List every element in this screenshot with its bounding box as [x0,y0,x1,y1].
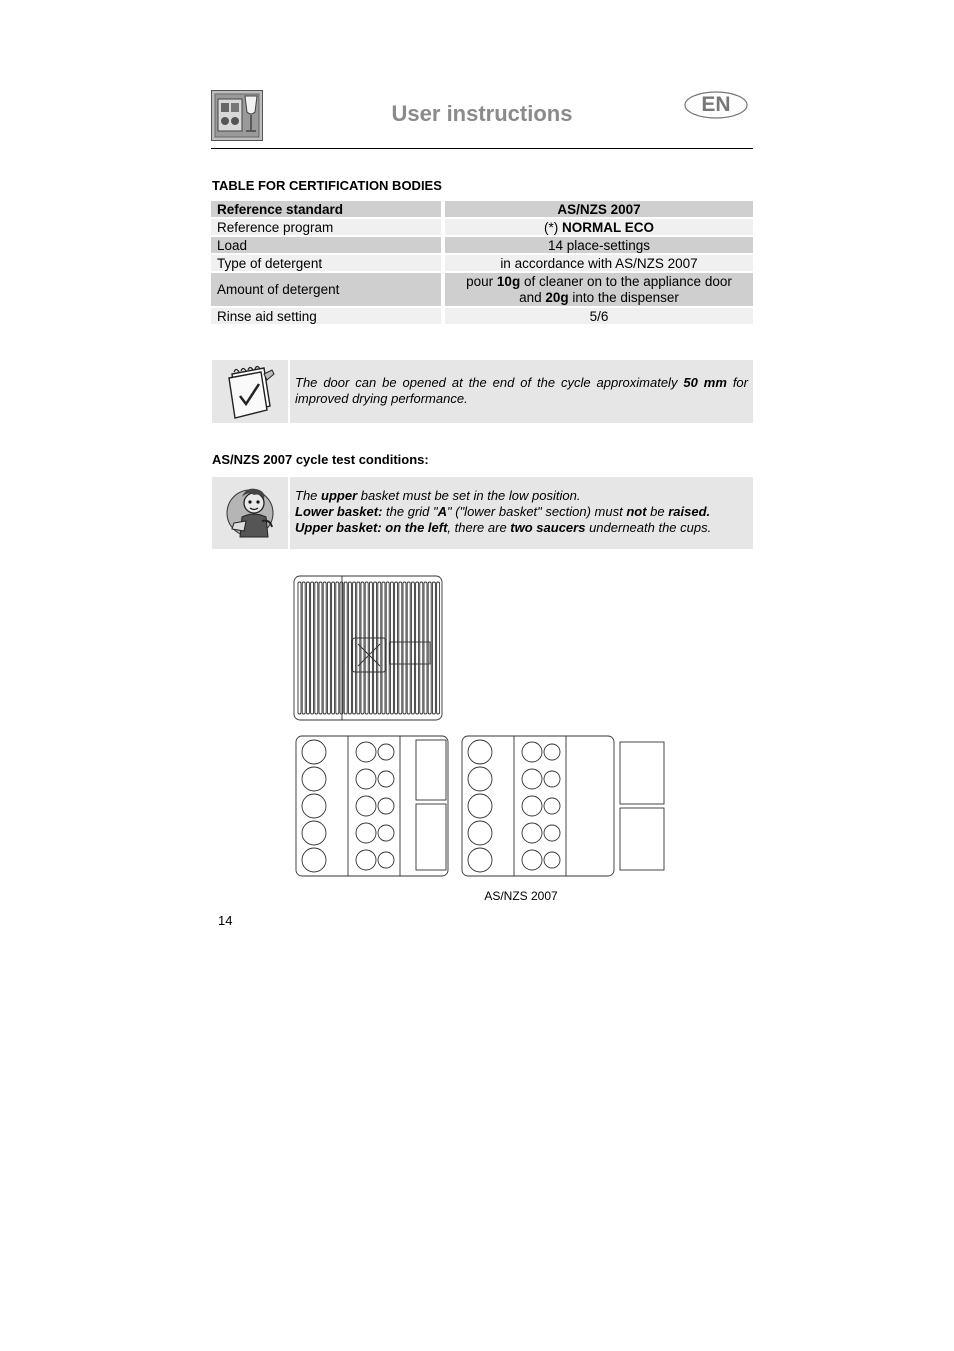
row-label: Type of detergent [211,255,441,271]
row-label: Rinse aid setting [211,308,441,324]
table-row [211,308,753,324]
language-badge [684,91,748,119]
note-icon-box [212,477,290,549]
table-row [211,255,753,271]
notepad-check-icon [212,360,288,423]
row-label: Reference standard [211,201,441,217]
character-mascot-icon [212,477,288,549]
figure-caption: AS/NZS 2007 [484,889,558,903]
row-label: Reference program [211,219,441,235]
test-conditions-box [212,477,753,549]
row-label: Amount of detergent [211,273,441,306]
table-row [211,273,753,306]
row-value: (*) NORMAL ECO [445,219,753,235]
upper-basket-left-line: Upper basket: on the left, there are two saucers underneath the cups. [295,520,712,535]
row-value: 14 place-settings [445,237,753,253]
table-row [211,201,753,217]
lower-basket-top-view-left [296,736,448,876]
row-value: in accordance with AS/NZS 2007 [445,255,753,271]
row-value: pour 10g of cleaner on to the appliance door and 20g into the dispenser [445,273,753,306]
page-number: 14 [218,913,233,928]
test-conditions-title: AS/NZS 2007 cycle test conditions: [212,452,429,467]
upper-basket-side-view [294,576,442,720]
test-conditions-text [295,488,748,536]
row-label: Load [211,237,441,253]
note-icon-box [212,360,290,423]
table-row [211,237,753,253]
upper-basket-line: The upper basket must be set in the low position. [295,488,581,503]
certification-table [211,199,753,326]
row-value: AS/NZS 2007 [445,201,753,217]
door-note-box [212,360,753,423]
door-note-text: The door can be opened at the end of the cycle approximately 50 mm for improved drying performance. [295,375,748,406]
header-divider [211,148,753,149]
language-label: EN [701,93,731,116]
lower-basket-line: Lower basket: the grid "A" ("lower basket" section) must not be raised. [295,504,711,519]
row-value: 5/6 [445,308,753,324]
table-row [211,219,753,235]
page-title: User instructions [391,101,573,126]
certification-section-title: TABLE FOR CERTIFICATION BODIES [212,178,442,193]
dishwasher-loading-diagram [290,572,672,880]
